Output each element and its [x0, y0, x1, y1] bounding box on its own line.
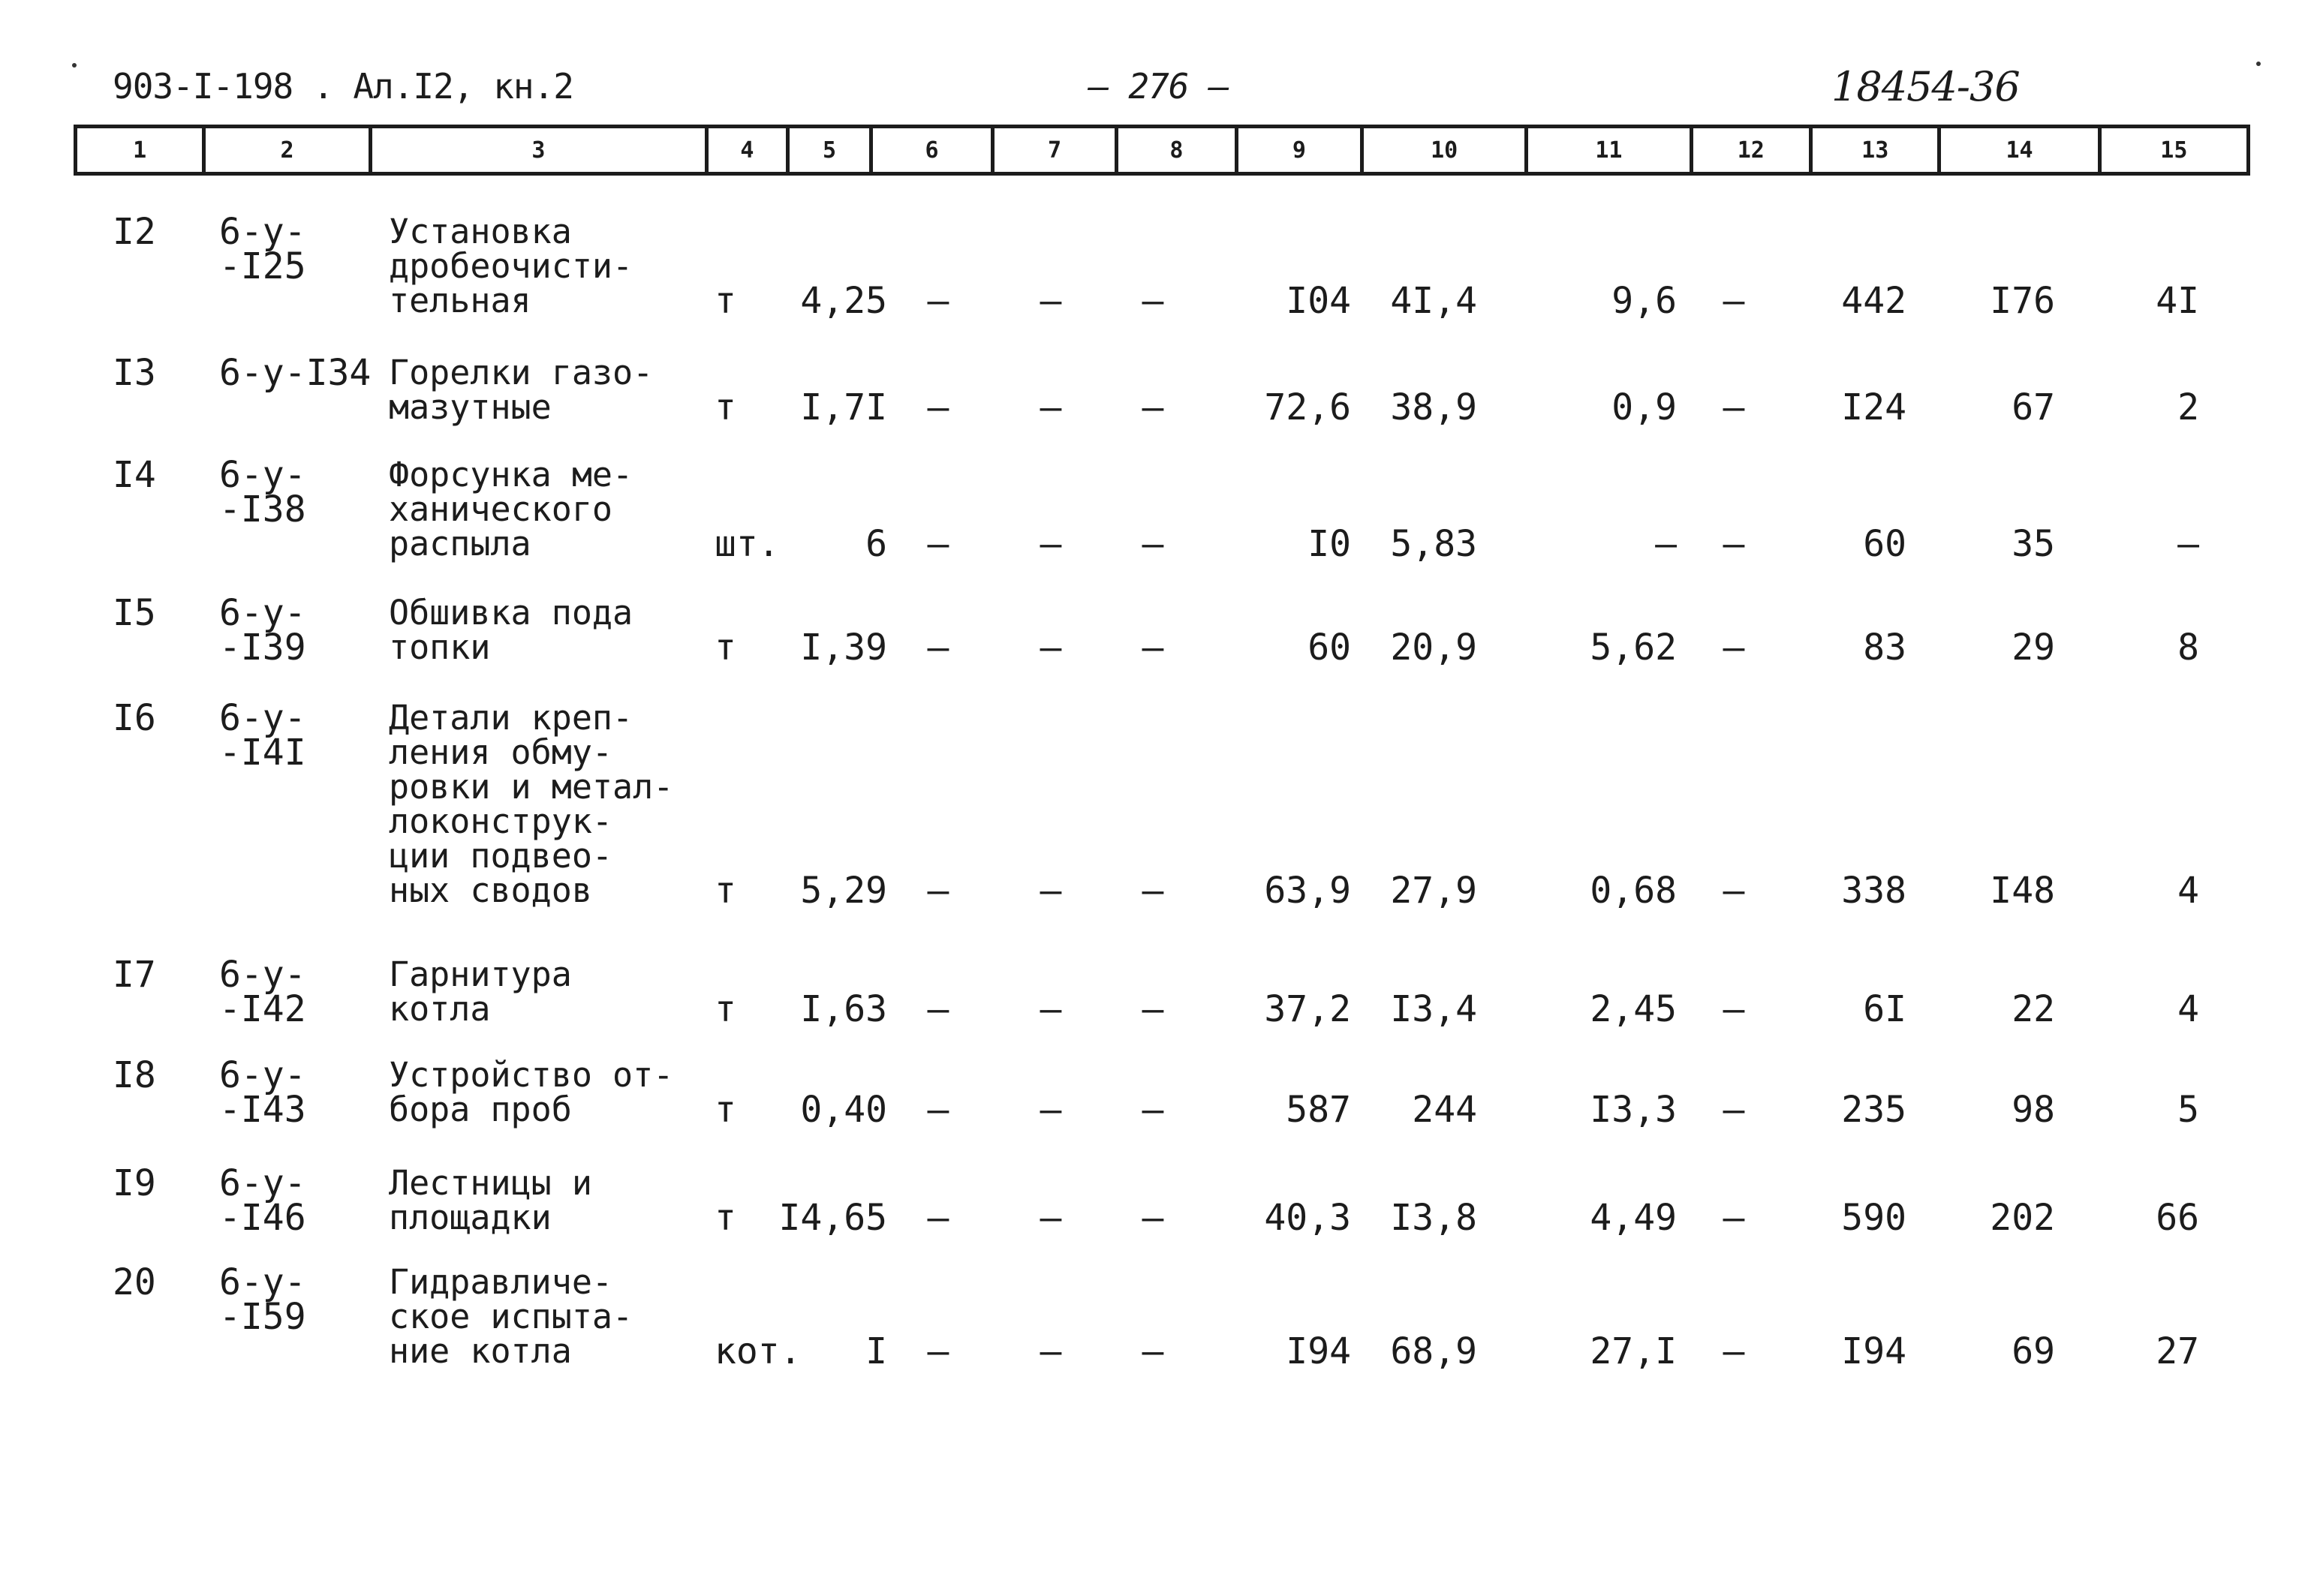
row-number: I6	[113, 697, 156, 739]
col-15-value: 8	[2177, 627, 2199, 669]
item-name: Гарнитура котла	[389, 954, 572, 1029]
col-7-value: –	[1040, 1089, 1062, 1131]
unit: т	[715, 1089, 736, 1131]
col-13-value: 338	[1841, 870, 1906, 912]
column-number-5: 5	[790, 128, 874, 172]
col-13-value: 235	[1841, 1089, 1906, 1131]
col-12-value: –	[1723, 988, 1745, 1030]
column-number-8: 8	[1118, 128, 1238, 172]
row-number: I7	[113, 954, 156, 996]
col-13-value: I24	[1841, 386, 1906, 428]
column-number-12: 12	[1693, 128, 1813, 172]
unit: т	[715, 988, 736, 1030]
quantity: 0,40	[800, 1089, 887, 1131]
item-name: Форсунка ме- ханического распыла	[389, 455, 633, 564]
unit: шт.	[715, 523, 780, 565]
column-number-15: 15	[2160, 137, 2188, 164]
unit: т	[715, 386, 736, 428]
col-11-value: 0,68	[1590, 870, 1677, 912]
col-12-value: –	[1723, 1330, 1745, 1372]
col-13-value: 590	[1841, 1197, 1906, 1239]
col-6-value: –	[927, 1330, 949, 1372]
col-13-value: 442	[1841, 280, 1906, 322]
norm-code: 6-у-I34	[219, 352, 372, 394]
row-number: I8	[113, 1054, 156, 1096]
col-10-value: 68,9	[1390, 1330, 1477, 1372]
col-15-value: 27	[2156, 1330, 2199, 1372]
col-10-value: I3,4	[1390, 988, 1477, 1030]
col-10-value: 20,9	[1390, 627, 1477, 669]
handwritten-doc-number: 18454-36	[1831, 63, 2020, 110]
col-6-value: –	[927, 1089, 949, 1131]
unit: т	[715, 1197, 736, 1239]
item-name: Гидравличе- ское испыта- ние котла	[389, 1262, 633, 1371]
col-7-value: –	[1040, 870, 1062, 912]
col-15-value: 2	[2177, 386, 2199, 428]
col-13-value: 6I	[1863, 988, 1906, 1030]
col-7-value: –	[1040, 523, 1062, 565]
col-15-value: 5	[2177, 1089, 2199, 1131]
quantity: I,7I	[800, 386, 887, 428]
col-8-value: –	[1142, 870, 1164, 912]
column-number-3: 3	[372, 128, 709, 172]
quantity: 6	[865, 523, 887, 565]
col-7-value: –	[1040, 1330, 1062, 1372]
item-name: Устройство от- бора проб	[389, 1055, 674, 1129]
col-15-value: 66	[2156, 1197, 2199, 1239]
col-6-value: –	[927, 627, 949, 669]
col-14-value: 67	[2012, 386, 2055, 428]
row-number: I3	[113, 352, 156, 394]
col-15-value: 4	[2177, 988, 2199, 1030]
col-8-value: –	[1142, 988, 1164, 1030]
col-7-value: –	[1040, 280, 1062, 322]
row-number: I2	[113, 211, 156, 253]
col-12-value: –	[1723, 1197, 1745, 1239]
col-7-value: –	[1040, 1197, 1062, 1239]
col-9-value: 63,9	[1264, 870, 1351, 912]
col-14-value: I48	[1990, 870, 2055, 912]
col-12-value: –	[1723, 280, 1745, 322]
col-12-value: –	[1723, 870, 1745, 912]
column-number-7: 7	[995, 128, 1118, 172]
col-10-value: 5,83	[1390, 523, 1477, 565]
col-13-value: I94	[1841, 1330, 1906, 1372]
col-8-value: –	[1142, 1089, 1164, 1131]
page-number: — 276 —	[1088, 66, 1229, 107]
col-11-value: I3,3	[1590, 1089, 1677, 1131]
col-14-value: 202	[1990, 1197, 2055, 1239]
col-13-value: 83	[1863, 627, 1906, 669]
column-number-11: 11	[1528, 128, 1693, 172]
col-10-value: I3,8	[1390, 1197, 1477, 1239]
quantity: 4,25	[800, 280, 887, 322]
col-13-value: 60	[1863, 523, 1906, 565]
column-number-1: 1	[77, 128, 206, 172]
row-number: I4	[113, 454, 156, 496]
col-6-value: –	[927, 386, 949, 428]
col-9-value: 40,3	[1264, 1197, 1351, 1239]
col-9-value: 72,6	[1264, 386, 1351, 428]
unit: т	[715, 627, 736, 669]
col-9-value: I0	[1307, 523, 1351, 565]
quantity: 5,29	[800, 870, 887, 912]
col-6-value: –	[927, 1197, 949, 1239]
col-12-value: –	[1723, 386, 1745, 428]
col-12-value: –	[1723, 523, 1745, 565]
norm-code: 6-у- -I39	[219, 592, 306, 669]
quantity: I	[865, 1330, 887, 1372]
norm-code: 6-у- -I38	[219, 454, 306, 530]
col-15-value: 4I	[2156, 280, 2199, 322]
item-name: Горелки газо- мазутные	[389, 353, 654, 427]
col-8-value: –	[1142, 1197, 1164, 1239]
norm-code: 6-у- -I46	[219, 1162, 306, 1239]
column-number-4: 4	[709, 128, 790, 172]
col-8-value: –	[1142, 1330, 1164, 1372]
norm-code: 6-у- -I4I	[219, 697, 306, 774]
item-name: Лестницы и площадки	[389, 1163, 592, 1237]
unit: т	[715, 870, 736, 912]
item-name: Обшивка пода топки	[389, 593, 633, 667]
col-12-value: –	[1723, 627, 1745, 669]
item-name: Детали креп- ления обму- ровки и метал- локонструк- ции подвео- ных сводов	[389, 698, 674, 910]
col-9-value: I04	[1286, 280, 1351, 322]
col-9-value: 37,2	[1264, 988, 1351, 1030]
col-15-value: –	[2177, 523, 2199, 565]
col-10-value: 38,9	[1390, 386, 1477, 428]
norm-code: 6-у- -I25	[219, 211, 306, 287]
row-number: 20	[113, 1261, 156, 1303]
norm-code: 6-у- -I59	[219, 1261, 306, 1338]
norm-code: 6-у- -I42	[219, 954, 306, 1030]
unit: кот.	[715, 1330, 802, 1372]
norm-code: 6-у- -I43	[219, 1054, 306, 1131]
col-14-value: 98	[2012, 1089, 2055, 1131]
column-number-10: 10	[1364, 128, 1528, 172]
row-number: I9	[113, 1162, 156, 1204]
col-11-value: 0,9	[1611, 386, 1677, 428]
col-7-value: –	[1040, 627, 1062, 669]
quantity: I,39	[800, 627, 887, 669]
col-11-value: –	[1655, 523, 1677, 565]
col-14-value: 29	[2012, 627, 2055, 669]
document-code: 903-I-198 . Ал.I2, кн.2	[113, 66, 573, 107]
col-9-value: 60	[1307, 627, 1351, 669]
quantity: I,63	[800, 988, 887, 1030]
col-8-value: –	[1142, 386, 1164, 428]
col-9-value: I94	[1286, 1330, 1351, 1372]
col-12-value: –	[1723, 1089, 1745, 1131]
col-14-value: I76	[1990, 280, 2055, 322]
col-10-value: 27,9	[1390, 870, 1477, 912]
unit: т	[715, 280, 736, 322]
row-number: I5	[113, 592, 156, 634]
col-11-value: 4,49	[1590, 1197, 1677, 1239]
col-6-value: –	[927, 988, 949, 1030]
col-6-value: –	[927, 280, 949, 322]
col-11-value: 5,62	[1590, 627, 1677, 669]
column-number-6: 6	[873, 128, 994, 172]
column-number-13: 13	[1813, 128, 1941, 172]
col-14-value: 35	[2012, 523, 2055, 565]
col-11-value: 9,6	[1611, 280, 1677, 322]
col-7-value: –	[1040, 386, 1062, 428]
col-6-value: –	[927, 523, 949, 565]
col-7-value: –	[1040, 988, 1062, 1030]
col-6-value: –	[927, 870, 949, 912]
col-14-value: 22	[2012, 988, 2055, 1030]
quantity: I4,65	[778, 1197, 887, 1239]
col-8-value: –	[1142, 523, 1164, 565]
column-number-2: 2	[206, 128, 372, 172]
col-11-value: 2,45	[1590, 988, 1677, 1030]
column-number-9: 9	[1238, 128, 1364, 172]
col-8-value: –	[1142, 627, 1164, 669]
col-9-value: 587	[1286, 1089, 1351, 1131]
col-15-value: 4	[2177, 870, 2199, 912]
col-10-value: 244	[1412, 1089, 1477, 1131]
col-8-value: –	[1142, 280, 1164, 322]
col-10-value: 4I,4	[1390, 280, 1477, 322]
col-11-value: 27,I	[1590, 1330, 1677, 1372]
item-name: Установка дробеочисти- тельная	[389, 212, 633, 320]
col-14-value: 69	[2012, 1330, 2055, 1372]
column-number-14: 14	[1941, 128, 2101, 172]
